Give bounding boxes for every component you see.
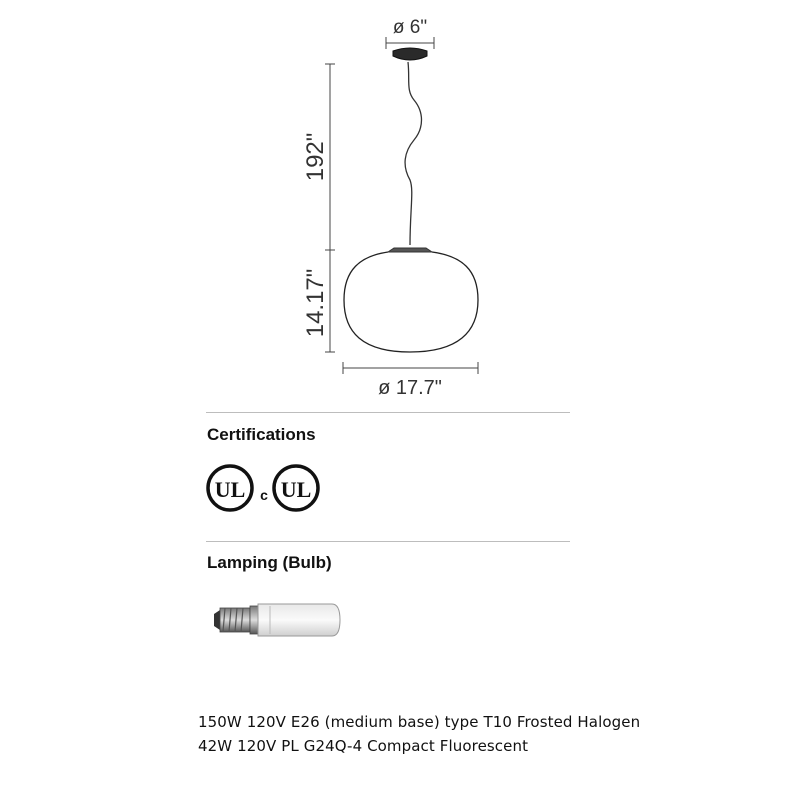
section-divider: [206, 412, 570, 413]
globe-shade: [344, 252, 478, 352]
canopy-diameter-label: ø 6": [392, 17, 428, 38]
canada-c-mark: c: [260, 487, 268, 503]
shade-diameter-dimension-line: [343, 362, 478, 374]
suspension-cord: [405, 62, 421, 245]
bulb-image: [206, 596, 346, 646]
ul-certification-mark: [204, 462, 324, 514]
certifications-heading: Certifications: [207, 425, 316, 444]
lamping-heading: Lamping (Bulb): [207, 553, 332, 572]
bulb-spec-line: 150W 120V E26 (medium base) type T10 Frosted Halogen: [198, 713, 641, 731]
ul-logo-letters: UL: [214, 477, 246, 502]
overall-height-label: 192": [302, 132, 329, 182]
canopy: [393, 48, 427, 60]
shade-cap: [388, 248, 432, 252]
shade-diameter-label: ø 17.7": [378, 377, 442, 399]
bulb-spec-line: 42W 120V PL G24Q-4 Compact Fluorescent: [198, 737, 529, 755]
shade-height-label: 14.17": [302, 268, 329, 338]
ul-logo-second: [274, 466, 318, 510]
section-divider-2: [206, 541, 570, 542]
canopy-dimension-line: [386, 37, 434, 49]
ul-logo-letters-second: UL: [280, 477, 312, 502]
bulb-frosted-tube: [258, 604, 340, 636]
ul-logo: [208, 466, 252, 510]
bulb-screw-base: [214, 606, 258, 634]
